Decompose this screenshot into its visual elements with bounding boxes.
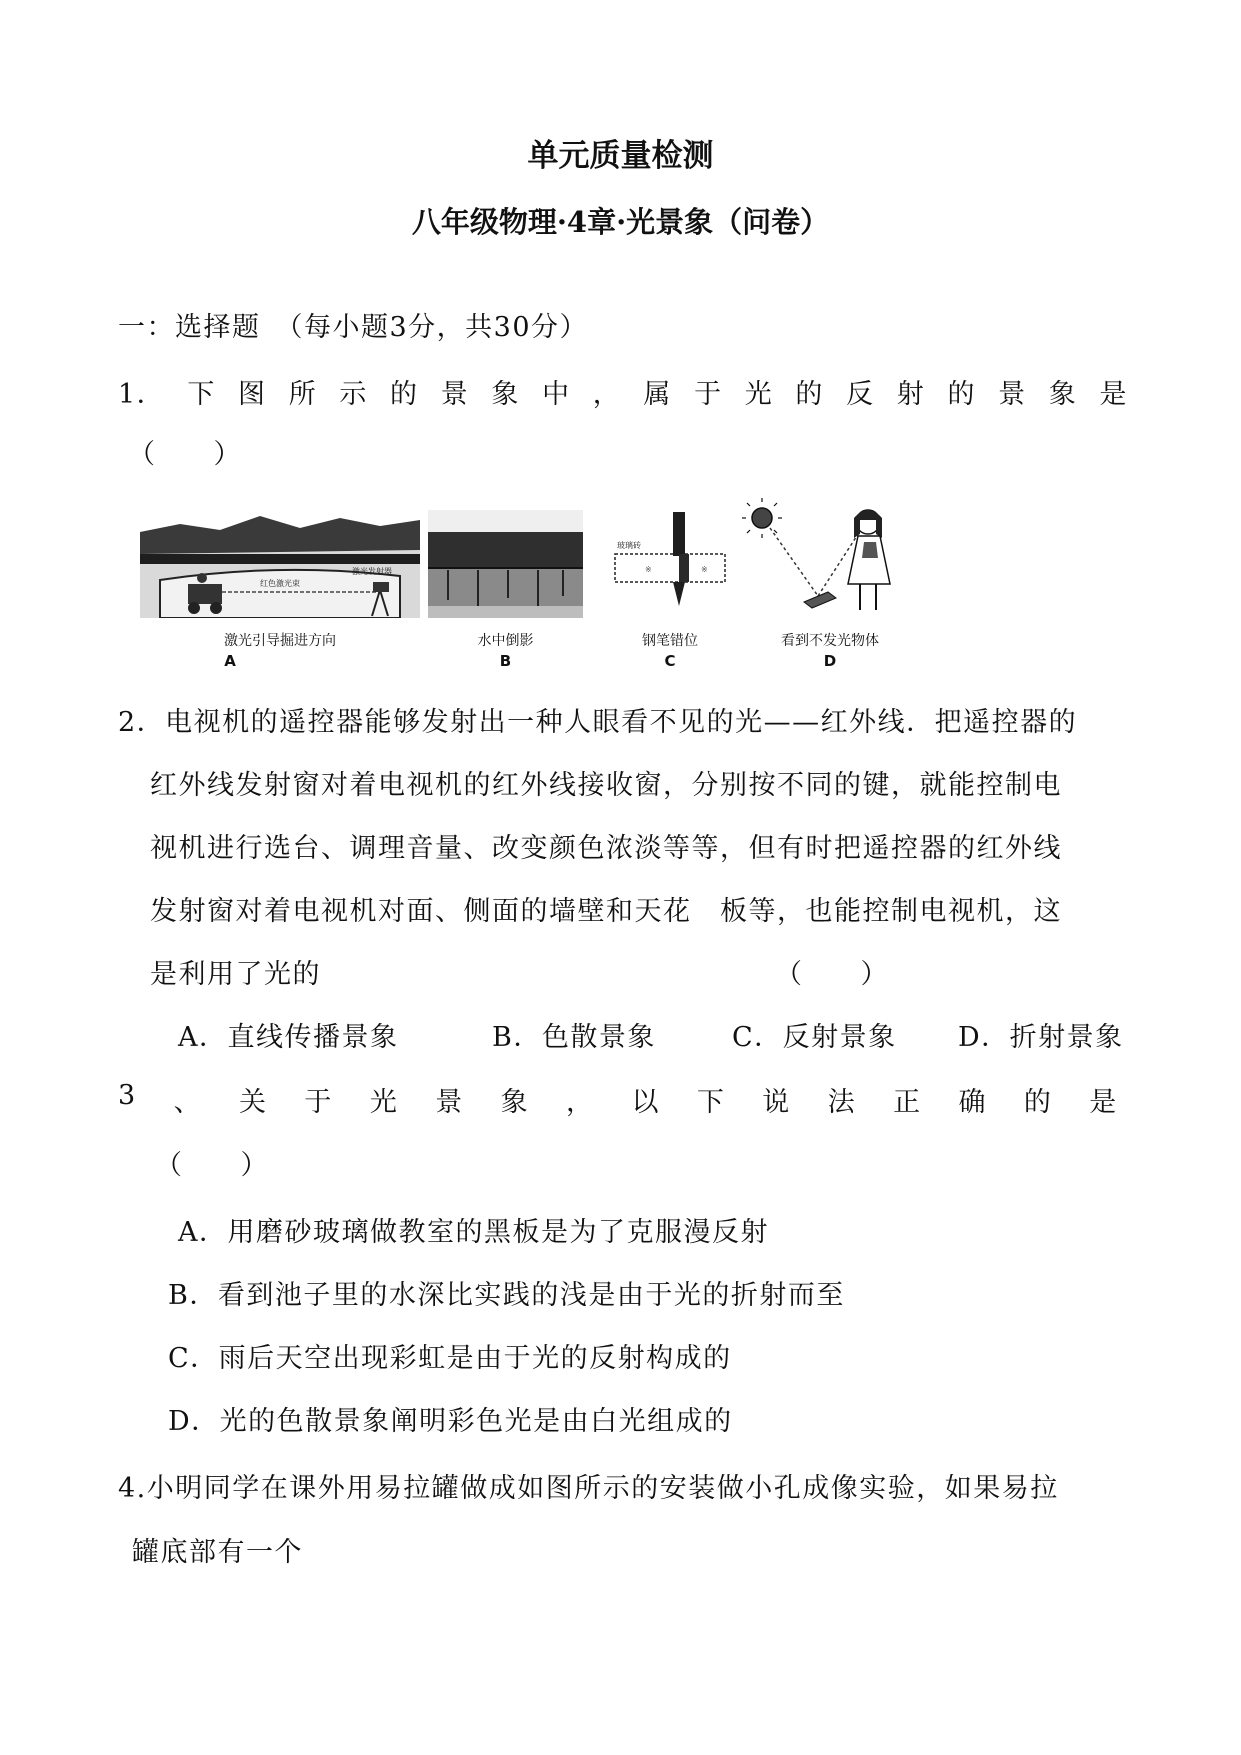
q3-option-b: B．看到池子里的水深比实践的浅是由于光的折射而至 (168, 1280, 845, 1311)
q3-stem-char: 象 (500, 1087, 530, 1118)
figure-b-letter: B (499, 652, 512, 670)
q1-stem-char: 属 (643, 379, 672, 410)
q2-answer-blank: （ ） (775, 959, 889, 990)
q3-stem-char: 、 (173, 1087, 203, 1118)
q1-stem-char: 的 (390, 379, 419, 410)
book-icon (804, 592, 836, 608)
water-reflection-illustration (428, 510, 583, 618)
q3-stem-char: 景 (435, 1087, 464, 1118)
tunnel-laser-illustration (140, 510, 420, 618)
q3-stem-char: 的 (1023, 1087, 1053, 1118)
q2-option-a: A．直线传播景象 (178, 1022, 399, 1053)
q1-stem-char: 光 (744, 379, 774, 410)
q3-stem-char: 正 (893, 1087, 922, 1118)
q3-stem-char: 于 (304, 1087, 333, 1118)
q3-stem (118, 1080, 1118, 1119)
q3-stem-char: 下 (696, 1087, 726, 1118)
label-laser-beam: 红色激光束 (260, 579, 300, 588)
svg-text:※: ※ (645, 565, 652, 574)
q2-line-5: 是利用了光的 (150, 959, 321, 990)
figure-a-caption: 激光引导掘进方向 (224, 633, 336, 649)
figure-d-letter: D (823, 652, 837, 670)
q3-stem-char: 确 (958, 1087, 987, 1118)
q1-stem-char: 中 (542, 379, 571, 410)
q1-stem-char: 射 (896, 379, 926, 410)
q1-answer-blank: （ ） (128, 439, 242, 470)
pen-glass-brick-illustration (605, 510, 735, 618)
q1-stem-char: 所 (288, 379, 318, 410)
q4-line-2: 罐底部有一个 (132, 1537, 303, 1568)
q2-line-2: 红外线发射窗对着电视机的红外线接收窗，分别按不同的键，就能控制电 (150, 770, 1062, 801)
label-glass-brick: 玻璃砖 (617, 541, 641, 550)
page-title: 单元质量检测 (527, 138, 714, 174)
q4-line-1: 4.小明同学在课外用易拉罐做成如图所示的安装做小孔成像实验，如果易拉 (118, 1473, 1059, 1504)
q3-option-a: A．用磨砂玻璃做教室的黑板是为了克服漫反射 (178, 1217, 769, 1248)
figure-c-caption: 钢笔错位 (642, 633, 698, 649)
q1-stem-char: 于 (694, 379, 723, 410)
q1-number: 1． (118, 379, 166, 410)
q3-stem-char: 以 (631, 1087, 660, 1118)
q3-option-d: D．光的色散景象阐明彩色光是由白光组成的 (168, 1406, 733, 1437)
q3-stem-char: ， (566, 1087, 595, 1118)
q2-option-b: B．色散景象 (492, 1022, 656, 1053)
page-subtitle: 八年级物理·4章·光景象（问卷） (411, 205, 830, 239)
q1-stem-char: 反 (846, 379, 875, 410)
q1-stem-char: 象 (1048, 379, 1078, 410)
sun-icon (752, 508, 772, 528)
figure-d (740, 498, 920, 670)
figure-d-caption: 看到不发光物体 (781, 633, 879, 649)
figure-a-letter: A (224, 652, 236, 670)
q3-stem-char: 是 (1089, 1087, 1118, 1118)
q1-stem-char: 景 (440, 379, 470, 410)
figure-b-caption: 水中倒影 (477, 633, 534, 649)
q3-option-c: C．雨后天空出现彩虹是由于光的反射构成的 (168, 1343, 732, 1374)
girl-sun-book-illustration (740, 498, 920, 618)
q1-stem-char: ， (592, 379, 622, 410)
svg-text:※: ※ (701, 565, 708, 574)
figure-c-letter: C (664, 652, 676, 670)
q1-stem-char: 下 (187, 379, 216, 410)
q2-option-d: D．折射景象 (958, 1022, 1124, 1053)
q1-figure-strip (140, 510, 960, 670)
figure-c (605, 510, 735, 670)
q1-stem-char: 是 (1099, 379, 1128, 410)
q3-stem-char: 关 (239, 1087, 268, 1118)
q1-stem (118, 372, 1128, 411)
q1-stem-char: 的 (947, 379, 976, 410)
q1-stem-char: 示 (339, 379, 368, 410)
q3-answer-blank: （ ） (155, 1150, 269, 1181)
label-laser-emitter: 激光发射器 (352, 567, 392, 576)
q2-line-4: 发射窗对着电视机对面、侧面的墙壁和天花 板等，也能控制电视机，这 (150, 896, 1062, 927)
figure-b (428, 510, 583, 670)
section-heading: 一：选择题 （每小题3分，共30分） (118, 312, 589, 343)
q3-stem-char: 光 (369, 1087, 399, 1118)
figure-a (140, 510, 420, 670)
q2-line-3: 视机进行选台、调理音量、改变颜色浓淡等等，但有时把遥控器的红外线 (150, 833, 1062, 864)
q2-option-c: C．反射景象 (732, 1022, 897, 1053)
q3-stem-char: 法 (827, 1087, 857, 1118)
q1-stem-char: 的 (795, 379, 824, 410)
q1-stem-char: 象 (491, 379, 520, 410)
q1-stem-char: 景 (998, 379, 1027, 410)
q3-stem-char: 3 (118, 1080, 137, 1111)
q3-stem-char: 说 (762, 1087, 791, 1118)
q1-stem-char: 图 (238, 379, 267, 410)
q2-line-1: 2．电视机的遥控器能够发射出一种人眼看不见的光——红外线．把遥控器的 (118, 707, 1078, 738)
